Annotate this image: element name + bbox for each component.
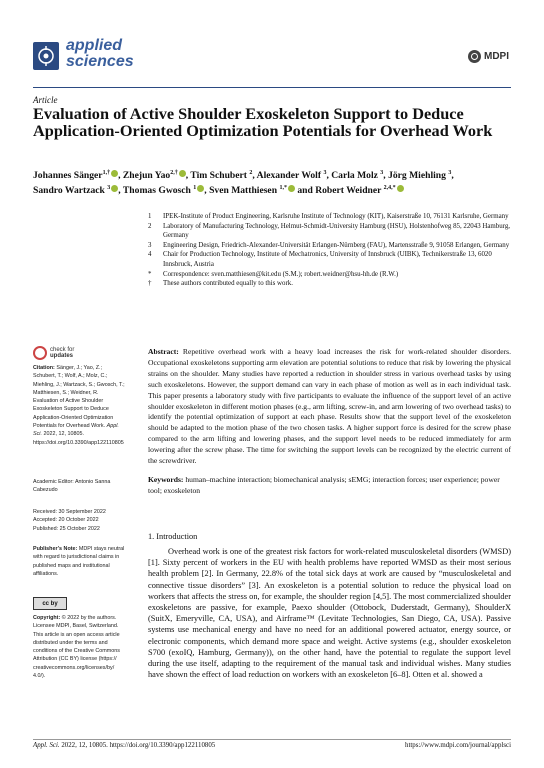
affiliation-item (148, 212, 520, 222)
copyright-text: © 2022 by the authors. Licensee MDPI, Basel, Switzerland. This article is an open access article distributed under the terms and conditions of the Creative Commons Attribution (CC BY) license (https:// creativecommons.org/licenses/by/ 4.0/). (33, 615, 120, 680)
article-type: Article (33, 95, 58, 105)
orcid-icon[interactable] (111, 185, 118, 192)
author-line-2: Sandro Wartzack $^3$ , Thomas Gwosch $^1$ , Sven Matthiesen $^{1,*}$ and Robert Weidner $^{2,4,*}$ (33, 182, 503, 197)
abstract-text: Repetitive overhead work with a heavy load increases the risk for work-related shoulder disorders. Occupational exoskeletons supporting arm elevation are potential solutions to reduce that risk by lowering the physical strains on the shoulder. Many studies have reported a reduction in shoulder stress in various overhead tasks by using such exoskeletons. However, the support demand can vary in each phase of motion as well as in each individual task. This paper presents a laboratory study with five participants to evaluate the influence of the support level of an active shoulder exoskeleton in different motion phases (e.g., arm lifting, screw-in, and arm lowering of two overhead tasks) to identify the potential optimization of support at each phase. Results show that the support level of the exoskeleton should be adapted to the motion phase of the two chosen tasks. A higher support force is desired for the screw phase compared to the arm lifting and lowering phases, and the support level needs to be reduced immediately for arm lowering after the screw phase. The time for switching the support levels can be recognized by the electric current of the screwdriver. (148, 347, 511, 466)
author-sup: 3 (380, 170, 384, 176)
author-sup: 2,4,* (383, 185, 396, 192)
footer-doi[interactable]: 2022, 12, 10805. https://doi.org/10.3390/app122110805 (61, 742, 216, 749)
affiliation-item (148, 241, 520, 251)
journal-logo-icon (33, 42, 59, 70)
journal-name-line1: applied (66, 37, 123, 54)
citation-label: Citation: (33, 365, 55, 371)
check-line1: check for (50, 346, 75, 353)
affiliation-number: * (148, 270, 152, 278)
affiliation-number: 4 (148, 251, 152, 259)
orcid-icon[interactable] (397, 185, 404, 192)
footer-rule (33, 739, 511, 740)
author-name[interactable]: and Robert Weidner (297, 185, 382, 197)
publisher-logo[interactable] (468, 50, 509, 63)
affiliation-number: 3 (148, 241, 152, 249)
affiliation-text: Chair for Production Technology, Institute of Mechatronics, University of Innsbruck (UIBK), Technikerstraße 13, 6020 Innsbruck, Austria (163, 251, 492, 268)
affiliation-text: Laboratory of Manufacturing Technology, Helmut-Schmidt-University Hamburg (HSU), Holstenhofweg 85, 22043 Hamburg, Germany (163, 222, 510, 240)
journal-name[interactable] (66, 38, 134, 70)
affiliation-text: IPEK-Institute of Product Engineering, Karlsruhe Institute of Technology (KIT), Kaiserstraße 10, 76131 Karlsruhe, Germany (163, 213, 509, 220)
author-sup: 3 (107, 185, 111, 192)
footer-citation (33, 742, 215, 749)
affiliation-text: Engineering Design, Friedrich-Alexander-Universität Erlangen-Nürnberg (FAU), Martensstraße 9, 91058 Erlangen, Germany (163, 241, 510, 249)
published-date: Published: 25 October 2022 (33, 525, 100, 532)
keywords-text: human–machine interaction; biomechanical analysis; sEMG; interaction forces; user experience; power tool; exoskeleton (148, 475, 500, 495)
cc-license-icon[interactable] (33, 597, 67, 610)
article-title: Evaluation of Active Shoulder Exoskeleton Support to Deduce Application-Oriented Optimization Potentials for Overhead Work (33, 104, 493, 140)
affiliation-item (148, 222, 520, 241)
orcid-icon[interactable] (111, 170, 118, 177)
keywords-label: Keywords: (148, 475, 184, 484)
abstract (148, 347, 511, 467)
author-list (33, 167, 503, 197)
footer-url[interactable]: https://www.mdpi.com/journal/applsci (405, 742, 511, 749)
mdpi-icon (468, 50, 481, 63)
author-name[interactable]: Sven Matthiesen (209, 185, 278, 197)
author-name[interactable]: Johannes Sänger (33, 170, 103, 182)
keywords (148, 475, 511, 497)
affiliation-number: 1 (148, 213, 152, 220)
copyright (33, 614, 125, 680)
author-name[interactable]: Jörg Miehling (388, 170, 446, 182)
correspondence-text[interactable]: Correspondence: sven.matthiesen@kit.edu (S.M.); robert.weidner@hsu-hh.de (R.W.) (163, 270, 399, 278)
author-sup: 1,† (102, 170, 111, 176)
author-sup: 2,† (170, 170, 178, 176)
footer-journal: Appl. Sci. (33, 742, 60, 749)
abstract-label: Abstract: (148, 347, 179, 356)
orcid-icon[interactable] (197, 185, 204, 192)
affiliation-number: † (148, 280, 152, 288)
header-rule (33, 87, 511, 88)
citation-journal: Appl. Sci. (33, 423, 119, 438)
dates-block (33, 508, 125, 533)
note-text: These authors contributed equally to this work. (163, 280, 293, 288)
academic-editor: Academic Editor: Antonio Sanna Cabezudo (33, 479, 111, 494)
correspondence (148, 270, 520, 280)
citation-block (33, 364, 125, 447)
author-sup: 3 (323, 170, 327, 176)
author-sup: 1 (193, 185, 197, 192)
body-text (148, 546, 511, 680)
copyright-label: Copyright: (33, 615, 61, 621)
author-sup: 2 (249, 170, 253, 176)
note-text: MDPI stays neutral with regard to jurisdictional claims in published maps and institutional affiliations. (33, 546, 125, 577)
section-heading: 1. Introduction (148, 532, 198, 541)
journal-name-line2: sciences (66, 53, 134, 70)
check-updates-text (50, 347, 74, 360)
check-for-updates[interactable] (33, 346, 74, 360)
author-name[interactable]: Carla Molz (331, 170, 378, 182)
publisher-note (33, 545, 125, 578)
citation-text: Sänger, J.; Yao, Z.; Schubert, T.; Wolf, A.; Molz, C.; Miehling, J.; Wartzack, S.; Gwosch, T.; Matthiesen, S.; Weidner, R. Evaluation of Active Shoulder Exoskeleton Support to Deduce Application-Oriented Optimization Potentials for Overhead Work. (33, 365, 125, 430)
body-paragraph: Overhead work is one of the greatest risk factors for work-related musculoskeletal disorders (WMSD) [1]. Sixty percent of workers in the EU with health problems have reported WMSD as their most serious health problem [2]. In Germany, 22.8% of the total sick days at work are caused by “musculoskeletal and connective tissue disorders” [3]. An exoskeleton is a potential solution to reduce the physical load on workers that affects the stress on, for example, the shoulder region [4,5]. The most commercialized shoulder exoskeletons are passive, for example, Paexo shoulder (Ottobock, Duderstadt, Germany), ShoulderX (SuitX, Emeryville, CA, USA), and Airframe™ (Levitate Technologies, San Diego, CA, USA). Passive systems use mechanical energy and have no need for an additional powered actuator, energy source, or electronic components, which demand more space and weight. Active systems (e.g., shoulder exoskeleton S700 (exoIQ, Hamburg, Germany)), on the other hand, have the potential to regulate the support level during the use itself, adapting to the requirement of the manual task and individual wishes. Many studies have shown the effect of load reduction on workers with an exoskeleton [6–8]. Otten et al. showed a (148, 547, 511, 680)
check-line2: updates (50, 353, 74, 359)
author-name[interactable]: Sandro Wartzack (33, 185, 105, 197)
author-name[interactable]: Thomas Gwosch (122, 185, 191, 197)
author-sup: 1,* (279, 185, 287, 192)
publisher-name: MDPI (484, 51, 509, 62)
author-line-1: Johannes Sänger$^{1,\dagger}$ , Zhejun Yao$^{2,\dagger}$ , Tim Schubert $^2$, Alexander Wolf $^3$, Carla Molz $^3$, Jörg Miehling $^3$, (33, 170, 454, 182)
affiliation-item (148, 250, 520, 269)
accepted-date: Accepted: 20 October 2022 (33, 517, 99, 524)
equal-contribution-note (148, 279, 520, 289)
cc-text: cc by (42, 600, 58, 607)
author-sup: 3 (448, 170, 452, 176)
orcid-icon[interactable] (288, 185, 295, 192)
received-date: Received: 30 September 2022 (33, 509, 106, 515)
author-name[interactable]: Zhejun Yao (122, 170, 171, 182)
orcid-icon[interactable] (179, 170, 186, 177)
note-label: Publisher’s Note: (33, 546, 78, 552)
affiliations (148, 212, 520, 289)
author-name[interactable]: Alexander Wolf (256, 170, 322, 182)
affiliation-number: 2 (148, 222, 152, 230)
citation-doi[interactable]: 2022, 12, 10805. https://doi.org/10.3390/app122110805 (33, 431, 124, 446)
author-name[interactable]: Tim Schubert (190, 170, 247, 182)
check-updates-icon (33, 346, 47, 360)
